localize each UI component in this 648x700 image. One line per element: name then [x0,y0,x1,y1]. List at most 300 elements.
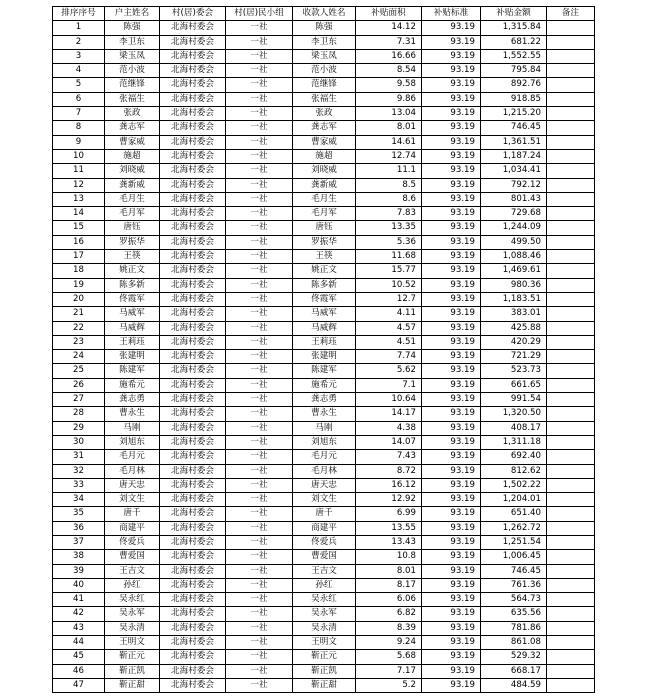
cell-index: 38 [53,550,105,564]
cell-villager-group: 一社 [226,421,293,435]
cell-villager-group: 一社 [226,678,293,692]
cell-index: 35 [53,507,105,521]
cell-payee: 陈强 [293,21,356,35]
cell-payee: 王明文 [293,636,356,650]
cell-village-committee: 北海村委会 [160,350,226,364]
cell-household-head: 毛月军 [105,207,160,221]
cell-index: 34 [53,493,105,507]
cell-payee: 王吉文 [293,564,356,578]
cell-standard: 93.19 [422,78,481,92]
table-row [53,607,595,621]
cell-villager-group: 一社 [226,321,293,335]
cell-villager-group: 一社 [226,521,293,535]
cell-area: 6.06 [356,593,422,607]
cell-remarks [547,364,595,378]
cell-payee: 陈建军 [293,364,356,378]
cell-payee: 王筷 [293,250,356,264]
cell-remarks [547,564,595,578]
cell-index: 29 [53,421,105,435]
cell-village-committee: 北海村委会 [160,550,226,564]
cell-villager-group: 一社 [226,593,293,607]
header-cell-payee: 收款人姓名 [293,7,356,21]
cell-household-head: 梁玉凤 [105,49,160,63]
cell-household-head: 唐千 [105,507,160,521]
table-row [53,521,595,535]
cell-area: 12.92 [356,493,422,507]
cell-index: 17 [53,250,105,264]
table-row [53,49,595,63]
cell-index: 32 [53,464,105,478]
cell-remarks [547,135,595,149]
cell-payee: 陈多新 [293,278,356,292]
table-row [53,335,595,349]
cell-standard: 93.19 [422,35,481,49]
header-cell-village-committee: 村(居)委会 [160,7,226,21]
cell-area: 15.77 [356,264,422,278]
cell-villager-group: 一社 [226,121,293,135]
cell-village-committee: 北海村委会 [160,564,226,578]
cell-remarks [547,221,595,235]
cell-household-head: 商建平 [105,521,160,535]
cell-area: 9.58 [356,78,422,92]
cell-villager-group: 一社 [226,307,293,321]
cell-area: 10.64 [356,393,422,407]
cell-household-head: 马威军 [105,307,160,321]
cell-household-head: 唐天忠 [105,478,160,492]
cell-area: 8.54 [356,64,422,78]
table-row [53,564,595,578]
table-row [53,321,595,335]
table-row [53,378,595,392]
cell-remarks [547,521,595,535]
cell-remarks [547,535,595,549]
cell-household-head: 毛月林 [105,464,160,478]
table-body [53,21,595,693]
cell-standard: 93.19 [422,407,481,421]
table-row [53,35,595,49]
cell-household-head: 曹永生 [105,407,160,421]
cell-villager-group: 一社 [226,107,293,121]
cell-standard: 93.19 [422,278,481,292]
cell-payee: 唐天忠 [293,478,356,492]
cell-area: 8.01 [356,121,422,135]
cell-village-committee: 北海村委会 [160,21,226,35]
cell-amount: 980.36 [481,278,547,292]
cell-index: 15 [53,221,105,235]
table-row [53,435,595,449]
cell-payee: 唐钰 [293,221,356,235]
cell-index: 5 [53,78,105,92]
cell-village-committee: 北海村委会 [160,178,226,192]
cell-village-committee: 北海村委会 [160,64,226,78]
cell-village-committee: 北海村委会 [160,250,226,264]
cell-index: 43 [53,621,105,635]
table-row [53,21,595,35]
cell-standard: 93.19 [422,664,481,678]
cell-village-committee: 北海村委会 [160,307,226,321]
cell-standard: 93.19 [422,535,481,549]
cell-villager-group: 一社 [226,578,293,592]
table-row [53,264,595,278]
cell-villager-group: 一社 [226,478,293,492]
cell-amount: 408.17 [481,421,547,435]
cell-villager-group: 一社 [226,235,293,249]
cell-village-committee: 北海村委会 [160,121,226,135]
table-row [53,621,595,635]
cell-remarks [547,307,595,321]
cell-payee: 靳正甜 [293,678,356,692]
cell-village-committee: 北海村委会 [160,292,226,306]
cell-payee: 张政 [293,107,356,121]
cell-area: 7.43 [356,450,422,464]
cell-remarks [547,164,595,178]
cell-index: 25 [53,364,105,378]
cell-area: 8.01 [356,564,422,578]
cell-remarks [547,278,595,292]
cell-standard: 93.19 [422,593,481,607]
table-row [53,407,595,421]
cell-village-committee: 北海村委会 [160,235,226,249]
cell-area: 10.8 [356,550,422,564]
cell-area: 9.24 [356,636,422,650]
table-row [53,578,595,592]
cell-area: 14.61 [356,135,422,149]
cell-village-committee: 北海村委会 [160,464,226,478]
cell-village-committee: 北海村委会 [160,435,226,449]
cell-index: 33 [53,478,105,492]
cell-index: 3 [53,49,105,63]
cell-amount: 1,361.51 [481,135,547,149]
cell-remarks [547,350,595,364]
table-row [53,92,595,106]
cell-villager-group: 一社 [226,378,293,392]
cell-amount: 1,502.22 [481,478,547,492]
cell-remarks [547,393,595,407]
cell-household-head: 刘文生 [105,493,160,507]
table-row [53,636,595,650]
header-row [53,7,595,21]
cell-standard: 93.19 [422,350,481,364]
cell-index: 4 [53,64,105,78]
cell-amount: 651.40 [481,507,547,521]
cell-payee: 孙红 [293,578,356,592]
cell-standard: 93.19 [422,149,481,163]
cell-amount: 781.86 [481,621,547,635]
cell-standard: 93.19 [422,621,481,635]
cell-standard: 93.19 [422,378,481,392]
table-row [53,550,595,564]
cell-villager-group: 一社 [226,621,293,635]
cell-remarks [547,21,595,35]
cell-remarks [547,292,595,306]
cell-payee: 马威军 [293,307,356,321]
cell-amount: 1,320.50 [481,407,547,421]
cell-remarks [547,64,595,78]
cell-payee: 范继锋 [293,78,356,92]
cell-villager-group: 一社 [226,264,293,278]
cell-amount: 681.22 [481,35,547,49]
cell-village-committee: 北海村委会 [160,278,226,292]
table-row [53,207,595,221]
cell-remarks [547,107,595,121]
cell-amount: 425.88 [481,321,547,335]
cell-area: 8.6 [356,192,422,206]
cell-remarks [547,121,595,135]
cell-remarks [547,450,595,464]
cell-villager-group: 一社 [226,64,293,78]
cell-amount: 812.62 [481,464,547,478]
cell-standard: 93.19 [422,221,481,235]
cell-area: 13.55 [356,521,422,535]
cell-amount: 1,251.54 [481,535,547,549]
cell-villager-group: 一社 [226,650,293,664]
cell-index: 44 [53,636,105,650]
table-row [53,235,595,249]
cell-village-committee: 北海村委会 [160,407,226,421]
cell-payee: 毛月生 [293,192,356,206]
cell-village-committee: 北海村委会 [160,78,226,92]
cell-area: 5.36 [356,235,422,249]
cell-amount: 1,088.46 [481,250,547,264]
cell-remarks [547,78,595,92]
cell-amount: 991.54 [481,393,547,407]
cell-amount: 1,311.18 [481,435,547,449]
table-row [53,221,595,235]
cell-household-head: 施超 [105,149,160,163]
cell-standard: 93.19 [422,521,481,535]
cell-area: 7.74 [356,350,422,364]
cell-area: 5.62 [356,364,422,378]
cell-villager-group: 一社 [226,507,293,521]
table-row [53,493,595,507]
cell-amount: 1,204.01 [481,493,547,507]
cell-village-committee: 北海村委会 [160,593,226,607]
cell-payee: 毛月军 [293,207,356,221]
cell-payee: 商建平 [293,521,356,535]
cell-village-committee: 北海村委会 [160,507,226,521]
cell-area: 4.51 [356,335,422,349]
cell-amount: 1,244.09 [481,221,547,235]
cell-household-head: 龚新威 [105,178,160,192]
cell-amount: 1,034.41 [481,164,547,178]
table-row [53,250,595,264]
cell-standard: 93.19 [422,192,481,206]
cell-area: 13.43 [356,535,422,549]
table-row [53,278,595,292]
cell-standard: 93.19 [422,235,481,249]
cell-standard: 93.19 [422,550,481,564]
cell-amount: 892.76 [481,78,547,92]
cell-standard: 93.19 [422,364,481,378]
cell-index: 20 [53,292,105,306]
table-row [53,121,595,135]
cell-household-head: 吴永军 [105,607,160,621]
cell-payee: 刘文生 [293,493,356,507]
cell-payee: 施希元 [293,378,356,392]
cell-index: 42 [53,607,105,621]
cell-amount: 383.01 [481,307,547,321]
cell-payee: 龚志军 [293,121,356,135]
cell-village-committee: 北海村委会 [160,35,226,49]
cell-household-head: 吴永清 [105,621,160,635]
cell-household-head: 姚正文 [105,264,160,278]
cell-amount: 484.59 [481,678,547,692]
cell-remarks [547,264,595,278]
cell-index: 8 [53,121,105,135]
cell-index: 14 [53,207,105,221]
cell-villager-group: 一社 [226,149,293,163]
cell-village-committee: 北海村委会 [160,264,226,278]
header-cell-amount: 补贴金额 [481,7,547,21]
cell-household-head: 毛月生 [105,192,160,206]
cell-payee: 王莉珏 [293,335,356,349]
cell-amount: 1,262.72 [481,521,547,535]
cell-village-committee: 北海村委会 [160,192,226,206]
cell-household-head: 陈建军 [105,364,160,378]
cell-household-head: 毛月元 [105,450,160,464]
cell-remarks [547,407,595,421]
cell-amount: 668.17 [481,664,547,678]
cell-amount: 801.43 [481,192,547,206]
cell-standard: 93.19 [422,292,481,306]
cell-payee: 佟霞军 [293,292,356,306]
cell-villager-group: 一社 [226,207,293,221]
table-row [53,464,595,478]
header-cell-remarks: 备注 [547,7,595,21]
cell-area: 14.17 [356,407,422,421]
cell-village-committee: 北海村委会 [160,521,226,535]
cell-villager-group: 一社 [226,135,293,149]
cell-household-head: 王明文 [105,636,160,650]
cell-standard: 93.19 [422,21,481,35]
cell-remarks [547,550,595,564]
cell-villager-group: 一社 [226,393,293,407]
cell-index: 18 [53,264,105,278]
cell-index: 28 [53,407,105,421]
cell-standard: 93.19 [422,421,481,435]
table-row [53,678,595,692]
cell-standard: 93.19 [422,650,481,664]
table-row [53,593,595,607]
cell-remarks [547,149,595,163]
cell-index: 23 [53,335,105,349]
cell-payee: 马威辉 [293,321,356,335]
cell-village-committee: 北海村委会 [160,393,226,407]
cell-index: 10 [53,149,105,163]
cell-villager-group: 一社 [226,464,293,478]
cell-area: 13.04 [356,107,422,121]
cell-household-head: 刘旭东 [105,435,160,449]
cell-index: 12 [53,178,105,192]
header-cell-standard: 补贴标准 [422,7,481,21]
cell-amount: 635.56 [481,607,547,621]
header-cell-household-head: 户主姓名 [105,7,160,21]
cell-standard: 93.19 [422,264,481,278]
cell-standard: 93.19 [422,178,481,192]
cell-villager-group: 一社 [226,435,293,449]
cell-area: 8.5 [356,178,422,192]
cell-village-committee: 北海村委会 [160,678,226,692]
table-row [53,292,595,306]
cell-index: 2 [53,35,105,49]
cell-remarks [547,593,595,607]
table-row [53,135,595,149]
cell-village-committee: 北海村委会 [160,378,226,392]
cell-amount: 1,552.55 [481,49,547,63]
cell-remarks [547,92,595,106]
cell-household-head: 吴永红 [105,593,160,607]
table-row [53,421,595,435]
cell-village-committee: 北海村委会 [160,92,226,106]
cell-standard: 93.19 [422,493,481,507]
cell-remarks [547,378,595,392]
cell-payee: 龚新威 [293,178,356,192]
cell-payee: 马刚 [293,421,356,435]
cell-payee: 靳正凯 [293,664,356,678]
cell-villager-group: 一社 [226,493,293,507]
cell-household-head: 马威辉 [105,321,160,335]
cell-village-committee: 北海村委会 [160,450,226,464]
cell-standard: 93.19 [422,207,481,221]
cell-amount: 1,469.61 [481,264,547,278]
cell-standard: 93.19 [422,307,481,321]
cell-payee: 靳正元 [293,650,356,664]
cell-index: 11 [53,164,105,178]
cell-village-committee: 北海村委会 [160,207,226,221]
cell-household-head: 施希元 [105,378,160,392]
cell-remarks [547,250,595,264]
cell-remarks [547,421,595,435]
cell-amount: 692.40 [481,450,547,464]
cell-villager-group: 一社 [226,535,293,549]
table-row [53,535,595,549]
cell-remarks [547,621,595,635]
cell-remarks [547,678,595,692]
cell-household-head: 王筷 [105,250,160,264]
cell-amount: 918.85 [481,92,547,106]
cell-index: 27 [53,393,105,407]
cell-payee: 施超 [293,149,356,163]
cell-remarks [547,664,595,678]
table-row [53,64,595,78]
table-row [53,364,595,378]
cell-area: 12.7 [356,292,422,306]
cell-village-committee: 北海村委会 [160,664,226,678]
cell-household-head: 罗振华 [105,235,160,249]
cell-villager-group: 一社 [226,192,293,206]
table-row [53,192,595,206]
cell-standard: 93.19 [422,393,481,407]
cell-standard: 93.19 [422,578,481,592]
cell-amount: 721.29 [481,350,547,364]
cell-villager-group: 一社 [226,250,293,264]
cell-household-head: 陈多新 [105,278,160,292]
cell-area: 9.86 [356,92,422,106]
cell-standard: 93.19 [422,121,481,135]
cell-standard: 93.19 [422,435,481,449]
cell-index: 37 [53,535,105,549]
cell-area: 11.68 [356,250,422,264]
cell-household-head: 靳正甜 [105,678,160,692]
cell-village-committee: 北海村委会 [160,535,226,549]
cell-index: 21 [53,307,105,321]
header-cell-villager-group: 村(居)民小组 [226,7,293,21]
cell-standard: 93.19 [422,335,481,349]
cell-household-head: 范继锋 [105,78,160,92]
cell-villager-group: 一社 [226,550,293,564]
cell-village-committee: 北海村委会 [160,607,226,621]
cell-payee: 佟爱兵 [293,535,356,549]
